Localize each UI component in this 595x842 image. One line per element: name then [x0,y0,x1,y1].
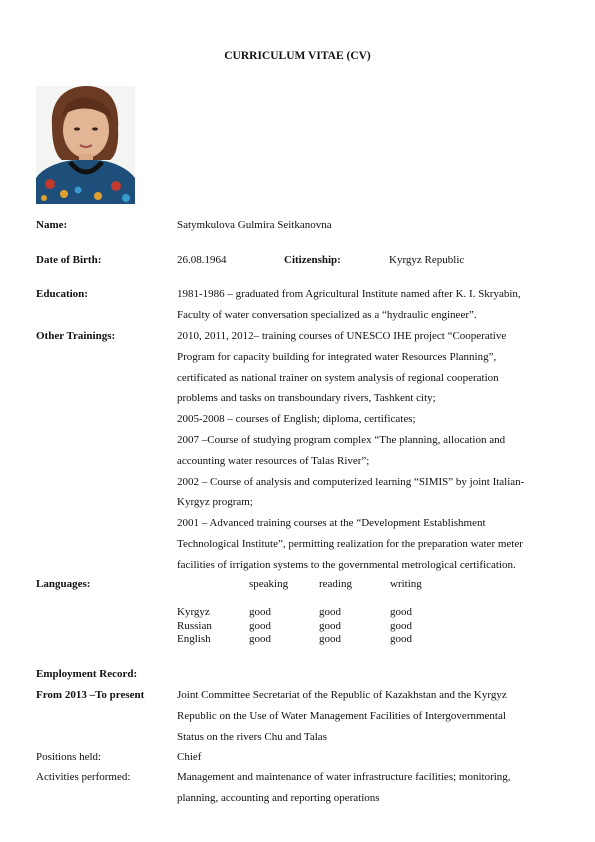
trainings-line: accounting water resources of Talas River”; [177,454,370,467]
language-name: Russian [177,620,212,632]
trainings-line: 2001 – Advanced training courses at the “Development Establishment [177,517,486,530]
activities-text [177,767,562,809]
employment-period: From 2013 –To present [36,689,145,701]
education-line: 1981-1986 – graduated from Agricultural Institute named after K. I. Skryabin, [177,288,521,300]
language-speaking: good [249,620,271,632]
name-value: Satymkulova Gulmira Seitkanovna [177,219,332,231]
trainings-line: 2010, 2011, 2012– training courses of UNESCO IHE project “Cooperative [177,330,507,342]
languages-header-speaking: speaking [249,578,289,590]
trainings-line: Kyrgyz program; [177,496,253,509]
trainings-line: Technological Institute”, permitting realization for the preparation water meter [177,537,523,550]
trainings-line: problems and tasks on transboundary rivers, Tashkent city; [177,392,436,405]
language-speaking: good [249,633,271,645]
positions-label: Positions held: [36,751,102,763]
language-reading: good [319,620,341,632]
document-title: CURRICULUM VITAE (CV) [224,50,371,62]
education-label: Education: [36,288,88,300]
languages-header-reading: reading [319,578,352,590]
activities-line: planning, accounting and reporting operations [177,791,380,804]
trainings-line: 2007 –Course of studying program complex “The planning, allocation and [177,433,506,446]
language-reading: good [319,606,341,618]
citizenship-value: Kyrgyz Republic [389,254,465,266]
citizenship-label: Citizenship: [284,254,341,266]
education-text [177,284,562,326]
portrait-photo [36,86,135,204]
language-writing: good [390,620,412,632]
trainings-label: Other Trainings: [36,330,116,342]
languages-label: Languages: [36,578,91,590]
dob-label: Date of Birth: [36,254,102,266]
dob-value: 26.08.1964 [177,254,227,266]
employer-line: Republic on the Use of Water Management Facilities of Intergovernmental [177,709,506,722]
trainings-line: 2002 – Course of analysis and computerized learning “SIMIS” by joint Italian- [177,475,525,488]
trainings-text [177,326,562,576]
activities-line: Management and maintenance of water infrastructure facilities; monitoring, [177,771,511,783]
language-writing: good [390,633,412,645]
languages-header-writing: writing [390,578,422,590]
trainings-line: certificated as national trainer on system analysis of regional cooperation [177,371,499,384]
language-name: Kyrgyz [177,606,210,618]
employment-employer [177,685,562,747]
language-writing: good [390,606,412,618]
activities-label: Activities performed: [36,771,131,783]
employment-heading: Employment Record: [36,668,138,680]
trainings-line: Program for capacity building for integrated water Resources Planning”, [177,350,497,363]
employer-line: Joint Committee Secretariat of the Republic of Kazakhstan and the Kyrgyz [177,689,507,701]
trainings-line: 2005-2008 – courses of English; diploma, certificates; [177,413,416,426]
language-name: English [177,633,211,645]
employer-line: Status on the rivers Chu and Talas [177,730,327,743]
education-line: Faculty of water conversation specialized as a “hydraulic engineer”. [177,308,477,321]
name-label: Name: [36,219,68,231]
trainings-line: facilities of irrigation systems to the governmental metrological certification. [177,558,516,571]
positions-value: Chief [177,751,202,763]
language-speaking: good [249,606,271,618]
language-reading: good [319,633,341,645]
